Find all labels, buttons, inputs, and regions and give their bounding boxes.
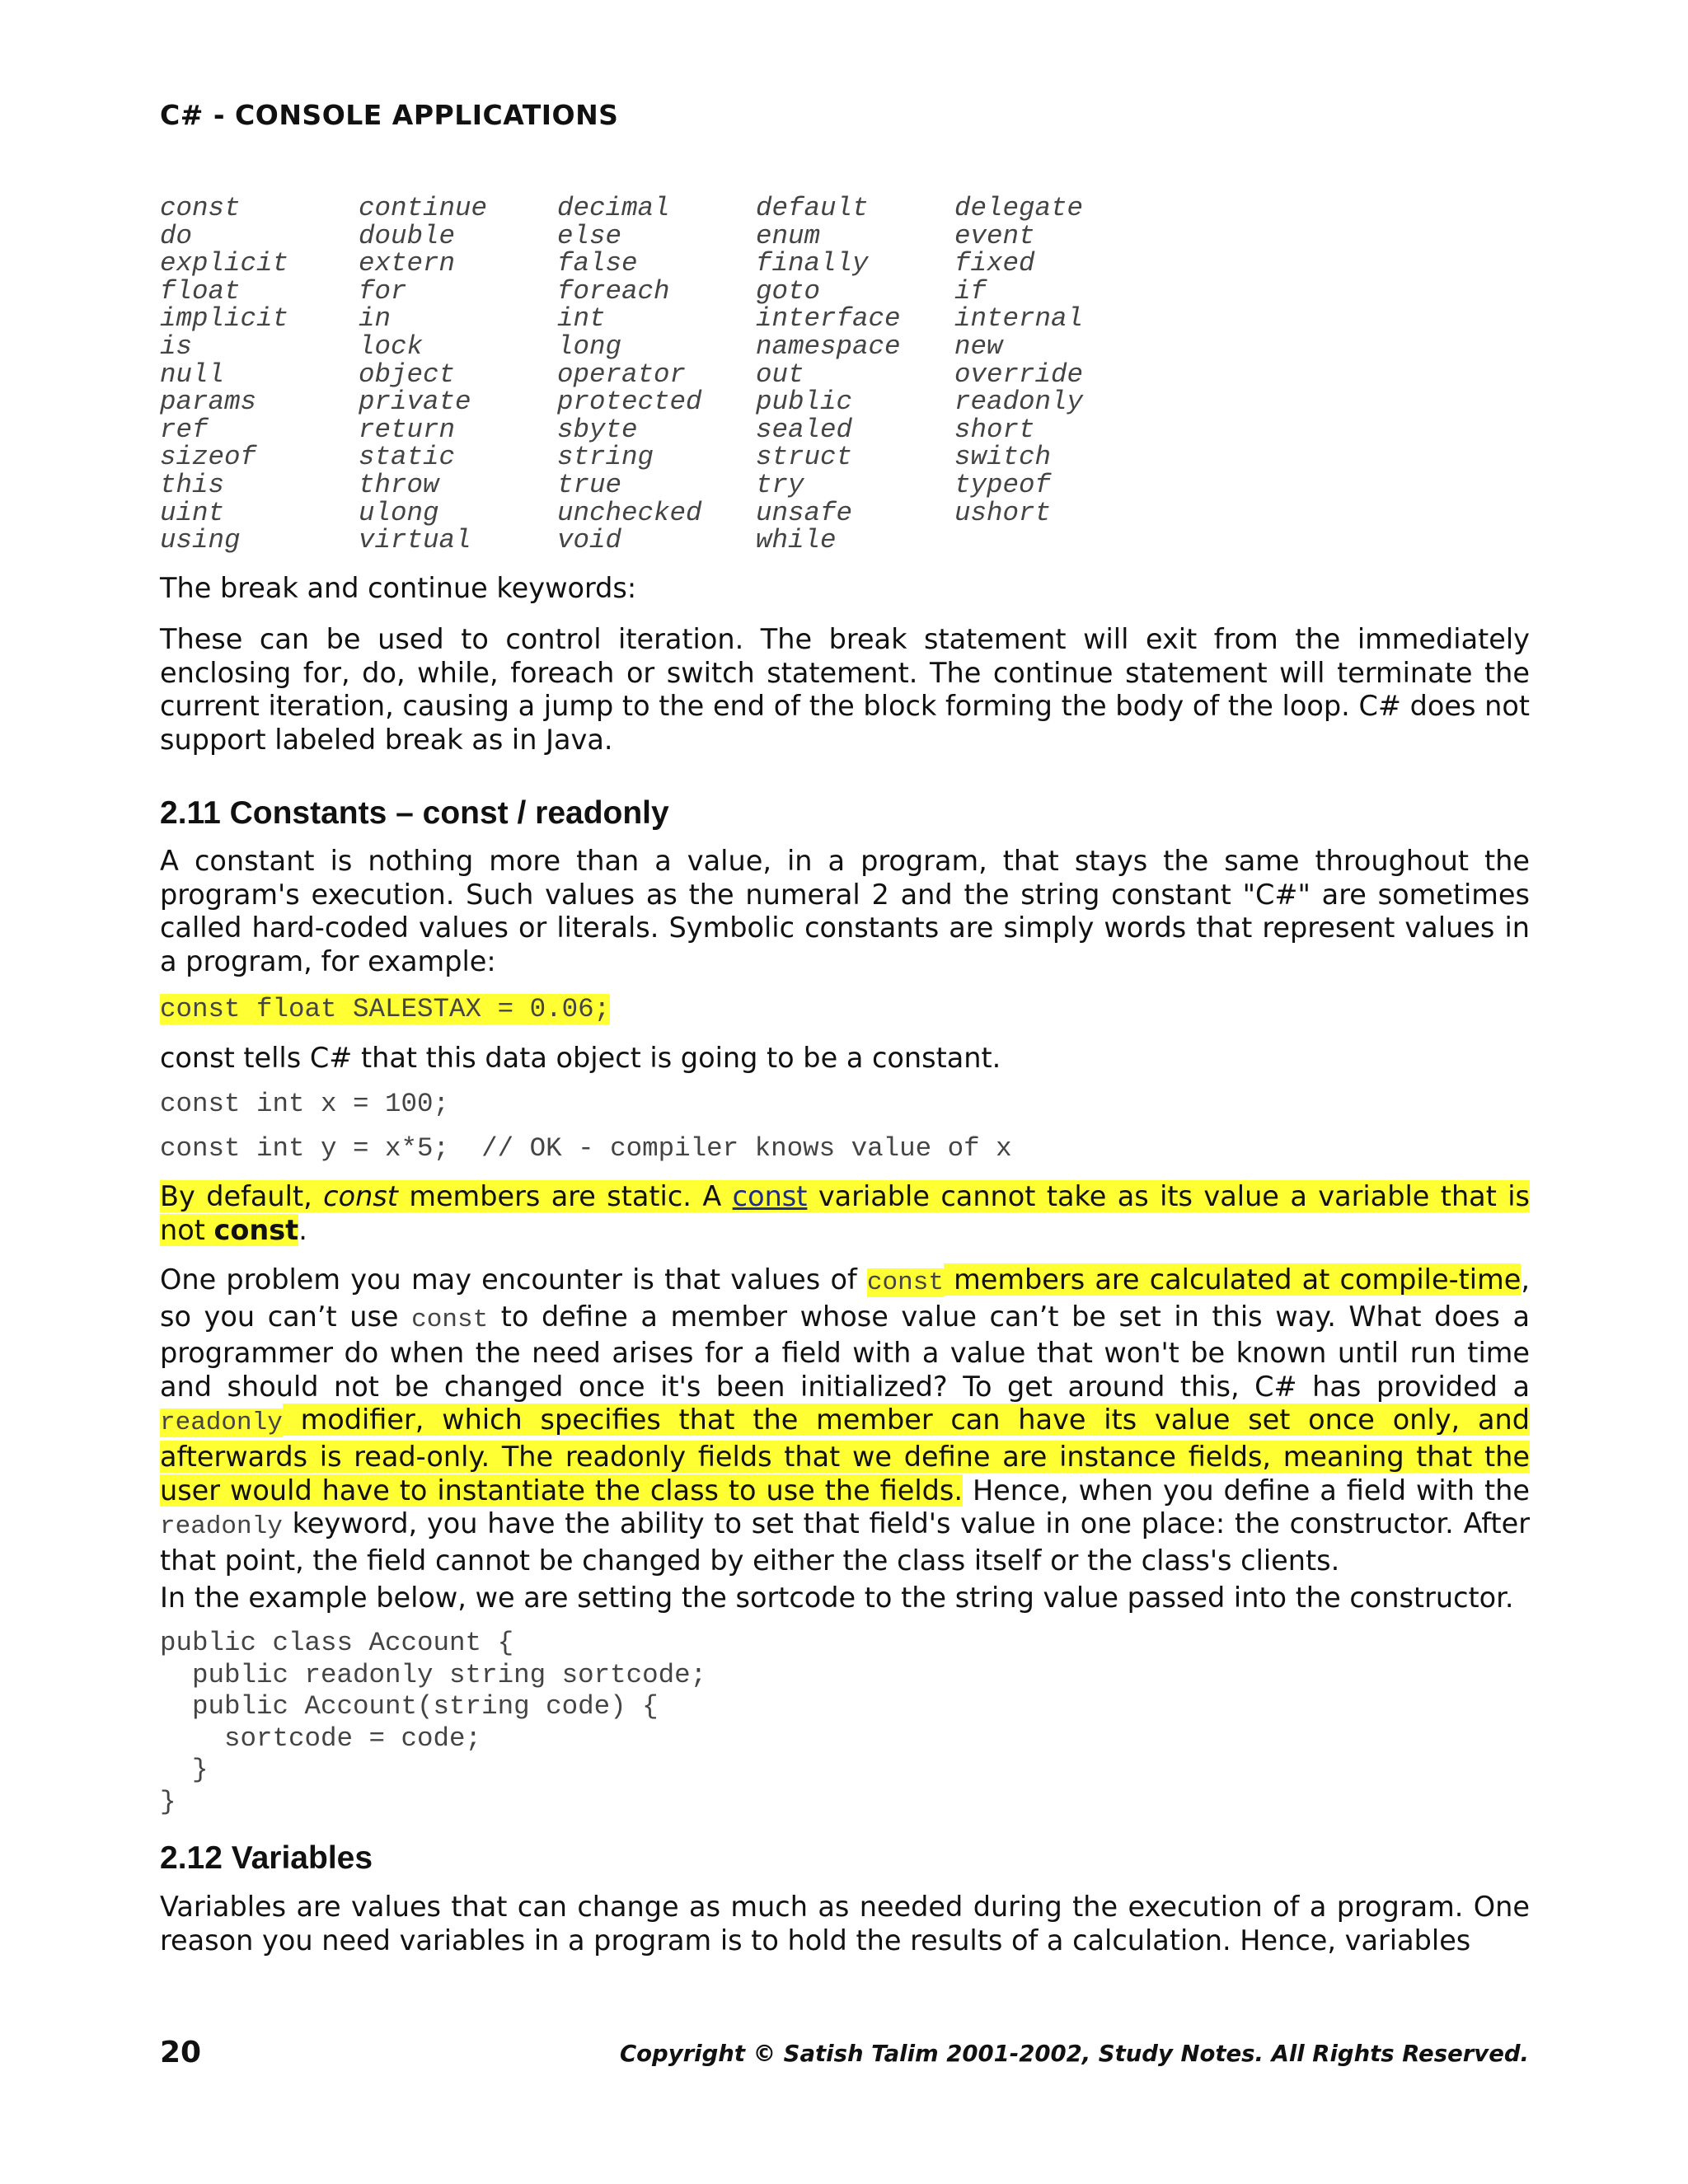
text-run-italic: const bbox=[323, 1180, 398, 1212]
const-problem-paragraph bbox=[160, 1263, 1530, 1577]
keyword-cell: sizeof bbox=[160, 442, 257, 473]
keyword-cell: do bbox=[160, 220, 193, 251]
variables-paragraph: Variables are values that can change as much as needed during the execution of a program. One reason you need variables in a program is to hold the results of a calculation. Hence, variables bbox=[160, 1891, 1530, 1957]
text-run: keyword, you have the ability to set that field's value in one place: the constructor. After that point, the field cannot be changed by either the class itself or the class's clients. bbox=[160, 1507, 1530, 1577]
keyword-row bbox=[160, 250, 1153, 278]
inline-code-readonly: readonly bbox=[160, 1408, 283, 1438]
keyword-cell: try bbox=[756, 469, 804, 500]
code-line: public readonly string sortcode; bbox=[160, 1659, 707, 1690]
keyword-cell: params bbox=[160, 387, 257, 418]
const-default-paragraph bbox=[160, 1180, 1530, 1247]
text-run: to define a member whose value can’t be set in this way. What does a programmer do when the need arises for a field with a value that won't be known until run time and should not be changed once it's been initialized? To get around this, C# has provided a bbox=[160, 1300, 1530, 1403]
keyword-cell: public bbox=[756, 387, 853, 418]
footer-copyright: Copyright © Satish Talim 2001-2002, Study Notes. All Rights Reserved. bbox=[619, 2041, 1529, 2067]
inline-code-const: const bbox=[411, 1305, 489, 1334]
code-line: sortcode = code; bbox=[160, 1722, 482, 1754]
keyword-cell: void bbox=[557, 525, 622, 556]
keyword-row bbox=[160, 361, 1153, 389]
text-run-bold: const bbox=[213, 1213, 299, 1246]
keyword-cell: string bbox=[557, 442, 654, 473]
keyword-cell: continue bbox=[359, 193, 488, 223]
keyword-cell: is bbox=[160, 330, 193, 362]
keyword-row bbox=[160, 443, 1153, 471]
const-default-highlight bbox=[160, 1180, 1530, 1246]
keyword-cell: const bbox=[160, 193, 241, 223]
text-run: members are static. A bbox=[397, 1180, 733, 1212]
keyword-cell: typeof bbox=[954, 469, 1052, 500]
keyword-cell: enum bbox=[756, 220, 821, 251]
keyword-cell: unchecked bbox=[557, 497, 702, 528]
text-run: Hence, when you define a field with the bbox=[963, 1474, 1530, 1507]
code-line: } bbox=[160, 1786, 176, 1817]
const-link[interactable]: const bbox=[732, 1180, 808, 1212]
section-heading-constants: 2.11 Constants – const / readonly bbox=[160, 795, 669, 831]
keyword-cell: float bbox=[160, 275, 241, 307]
keyword-cell: decimal bbox=[557, 193, 670, 223]
text-run: variable cannot take as its value a variable that is not bbox=[160, 1180, 1531, 1246]
keyword-cell: using bbox=[160, 525, 241, 556]
inline-code-const: const bbox=[866, 1268, 944, 1297]
keyword-cell: ref bbox=[160, 414, 209, 445]
keyword-cell: virtual bbox=[359, 525, 471, 556]
text-run: . bbox=[298, 1213, 307, 1246]
inline-code-readonly: readonly bbox=[160, 1512, 283, 1542]
keyword-cell: internal bbox=[954, 303, 1084, 335]
keyword-cell: implicit bbox=[160, 303, 289, 335]
keyword-row bbox=[160, 275, 1153, 307]
keyword-cell: short bbox=[954, 414, 1035, 445]
text-run: , so you can’t use bbox=[160, 1263, 1531, 1333]
keyword-cell: fixed bbox=[954, 248, 1035, 279]
text-run: By default, bbox=[160, 1180, 324, 1212]
keyword-cell: return bbox=[359, 414, 456, 445]
keyword-cell: struct bbox=[756, 442, 853, 473]
keyword-cell: else bbox=[557, 220, 622, 251]
keyword-cell: protected bbox=[557, 387, 702, 418]
keyword-cell: null bbox=[160, 359, 225, 390]
keyword-cell: in bbox=[359, 303, 392, 335]
example-intro-paragraph: In the example below, we are setting the sortcode to the string value passed into the constructor. bbox=[160, 1582, 1514, 1614]
code-line: public Account(string code) { bbox=[160, 1691, 659, 1722]
keyword-cell: delegate bbox=[954, 193, 1084, 223]
break-continue-paragraph: These can be used to control iteration. The break statement will exit from the immediately enclosing for, do, while, foreach or switch statement. The continue statement will terminate the current iteration, causing a jump to the end of the block forming the body of the loop. C# does not support labeled break as in Java. bbox=[160, 623, 1530, 756]
keyword-cell: lock bbox=[359, 330, 424, 362]
keyword-row bbox=[160, 220, 1153, 251]
keyword-cell: sealed bbox=[756, 414, 853, 445]
keyword-cell: ulong bbox=[359, 497, 439, 528]
keyword-cell: false bbox=[557, 248, 638, 279]
keyword-cell: this bbox=[160, 469, 225, 500]
highlight-compile-time: members are calculated at compile-time bbox=[943, 1263, 1522, 1296]
keyword-cell: switch bbox=[954, 442, 1052, 473]
keyword-cell: namespace bbox=[756, 330, 901, 362]
keyword-row bbox=[160, 471, 1153, 499]
keyword-cell: readonly bbox=[954, 387, 1084, 418]
keyword-row bbox=[160, 527, 1153, 555]
keyword-cell: extern bbox=[359, 248, 456, 279]
keyword-cell: foreach bbox=[557, 275, 670, 307]
keyword-cell: while bbox=[756, 525, 837, 556]
code-salestax-text: const float SALESTAX = 0.06; bbox=[160, 994, 611, 1024]
code-line: public class Account { bbox=[160, 1628, 514, 1658]
keyword-cell: int bbox=[557, 303, 606, 335]
keyword-row bbox=[160, 416, 1153, 444]
text-run: One problem you may encounter is that values of bbox=[160, 1263, 867, 1296]
code-const-y: const int y = x*5; // OK - compiler knows value of x bbox=[160, 1133, 1012, 1164]
code-const-x: const int x = 100; bbox=[160, 1089, 450, 1119]
keyword-cell: double bbox=[359, 220, 456, 251]
constants-intro-paragraph: A constant is nothing more than a value, in a program, that stays the same throughout the program's execution. Such values as the numeral 2 and the string constant "C#" are sometimes called hard-coded values or literals. Symbolic constants are simply words that represent values in a program, for example: bbox=[160, 845, 1530, 977]
keyword-cell: object bbox=[359, 359, 456, 390]
keyword-row bbox=[160, 330, 1153, 362]
keyword-row bbox=[160, 305, 1153, 333]
code-account-class bbox=[160, 1628, 706, 1818]
keyword-cell: new bbox=[954, 330, 1003, 362]
highlight-readonly-description: modifier, which specifies that the member can have its value set once only, and afterwards is read-only. The readonly fields that we define are instance fields, meaning that the user would have to instantiate the class to use the fields. bbox=[160, 1404, 1530, 1507]
keyword-cell: operator bbox=[557, 359, 687, 390]
keyword-cell: static bbox=[359, 442, 456, 473]
keyword-cell: explicit bbox=[160, 248, 289, 279]
keyword-table bbox=[160, 194, 1153, 555]
keyword-cell: out bbox=[756, 359, 804, 390]
keyword-cell: private bbox=[359, 387, 471, 418]
keyword-cell: if bbox=[954, 275, 987, 307]
keyword-cell: sbyte bbox=[557, 414, 638, 445]
keyword-cell bbox=[954, 527, 1153, 555]
page-header: C# - CONSOLE APPLICATIONS bbox=[160, 99, 619, 131]
keyword-cell: ushort bbox=[954, 497, 1052, 528]
keyword-cell: uint bbox=[160, 497, 225, 528]
keyword-cell: goto bbox=[756, 275, 821, 307]
keyword-cell: default bbox=[756, 193, 869, 223]
keyword-cell: long bbox=[557, 330, 622, 362]
section-heading-variables: 2.12 Variables bbox=[160, 1840, 373, 1876]
keyword-cell: finally bbox=[756, 248, 869, 279]
keyword-row bbox=[160, 194, 1153, 223]
keyword-cell: interface bbox=[756, 303, 901, 335]
keyword-cell: event bbox=[954, 220, 1035, 251]
keyword-cell: true bbox=[557, 469, 622, 500]
const-tells-paragraph: const tells C# that this data object is going to be a constant. bbox=[160, 1042, 1001, 1074]
code-line: } bbox=[160, 1755, 209, 1785]
keyword-cell: unsafe bbox=[756, 497, 853, 528]
keyword-cell: throw bbox=[359, 469, 439, 500]
keyword-row bbox=[160, 499, 1153, 527]
keyword-row bbox=[160, 388, 1153, 416]
keyword-cell: override bbox=[954, 359, 1084, 390]
break-continue-title: The break and continue keywords: bbox=[160, 572, 637, 604]
keyword-cell: for bbox=[359, 275, 407, 307]
page-number: 20 bbox=[160, 2036, 202, 2069]
code-salestax bbox=[160, 993, 610, 1026]
